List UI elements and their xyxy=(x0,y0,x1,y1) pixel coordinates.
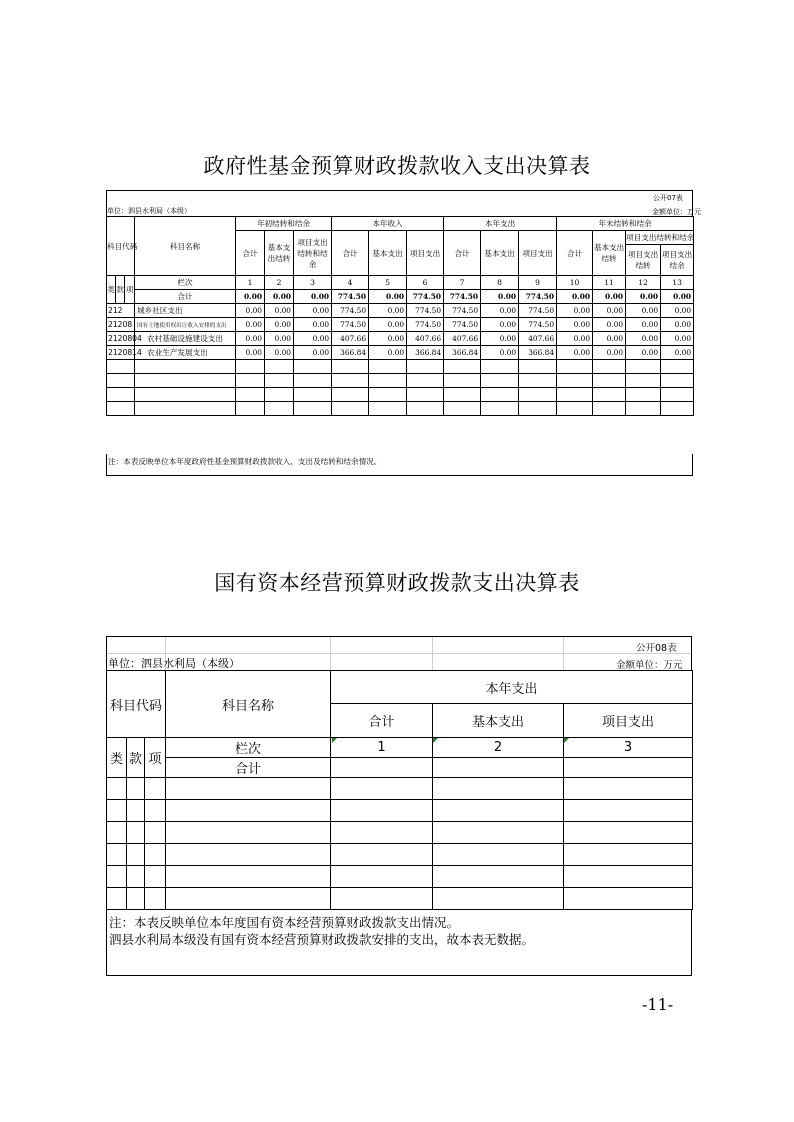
table1-total-cell: 774.50 xyxy=(444,290,481,304)
table1-cell: 0.00 xyxy=(661,346,694,360)
table1-row-code: 2120814 xyxy=(107,346,135,360)
table1-cell: 0.00 xyxy=(626,332,661,346)
table1-total-cell: 0.00 xyxy=(481,290,519,304)
table1-h-total-10: 合计 xyxy=(557,231,593,276)
table2-total-label: 合计 xyxy=(166,758,331,778)
table1-row-name: 农业生产发展支出 xyxy=(135,346,236,360)
table1-header-code: 科目代码 xyxy=(107,217,135,276)
table1-cell: 366.84 xyxy=(332,346,369,360)
table1-colnum: 4 xyxy=(332,276,369,290)
table1-cell: 0.00 xyxy=(593,304,626,318)
table1-header-begin: 年初结转和结余 xyxy=(236,217,332,231)
table1-total-cell: 0.00 xyxy=(661,290,694,304)
table2-h-total: 合计 xyxy=(331,704,433,738)
table1-row-name: 城乡社区支出 xyxy=(135,304,236,318)
table1-h-xiang: 项 xyxy=(125,276,135,304)
table2-header-code: 科目代码 xyxy=(107,671,166,738)
table2-colnum: 3 xyxy=(564,738,693,758)
table1-colnum: 6 xyxy=(407,276,444,290)
table1-cell: 366.84 xyxy=(444,346,481,360)
table1-total-cell: 774.50 xyxy=(519,290,557,304)
table2 xyxy=(106,670,693,910)
table1-cell: 0.00 xyxy=(481,332,519,346)
table1-cell: 774.50 xyxy=(407,304,444,318)
table1-cell: 0.00 xyxy=(369,318,407,332)
table1-h-basic-11: 基本支出结转 xyxy=(593,231,626,276)
table1-cell: 407.66 xyxy=(519,332,557,346)
table1-row-code: 21208 xyxy=(107,318,135,332)
table1-header-expense: 本年支出 xyxy=(444,217,557,231)
table1-total-label: 合计 xyxy=(135,290,236,304)
table1-cell: 0.00 xyxy=(626,304,661,318)
table-row xyxy=(107,304,694,318)
table1-h-proj-remain: 项目支出结余 xyxy=(661,245,694,276)
table1-cell: 0.00 xyxy=(557,304,593,318)
table1-cell: 0.00 xyxy=(481,346,519,360)
table1-cell: 0.00 xyxy=(593,318,626,332)
table1-cell: 0.00 xyxy=(265,318,294,332)
table1-row-code: 212 xyxy=(107,304,135,318)
table1-cell: 774.50 xyxy=(332,318,369,332)
table2-h-project: 项目支出 xyxy=(564,704,693,738)
table1-colnum: 5 xyxy=(369,276,407,290)
table1-colnum: 11 xyxy=(593,276,626,290)
table2-note xyxy=(106,910,692,976)
table1-row-name: 国有土地使用权出让收入安排的支出 xyxy=(135,318,236,332)
table1-unit: 单位：泗县水利局（本级） xyxy=(107,207,191,215)
table1-cell: 407.66 xyxy=(444,332,481,346)
table1-cell: 0.00 xyxy=(236,304,265,318)
table1-cell: 0.00 xyxy=(294,332,332,346)
table2-unit: 单位：泗县水利局（本级） xyxy=(108,657,240,670)
table1-colnum: 2 xyxy=(265,276,294,290)
table2-title: 国有资本经营预算财政拨款支出决算表 xyxy=(214,571,580,595)
table1-row-name: 农村基础设施建设支出 xyxy=(135,332,236,346)
table1-cell: 0.00 xyxy=(626,318,661,332)
table1-h-project-9: 项目支出 xyxy=(519,231,557,276)
page-number: -11- xyxy=(642,995,674,1014)
table1-cell: 0.00 xyxy=(265,346,294,360)
table-row-empty xyxy=(107,360,694,374)
table1-colnum: 13 xyxy=(661,276,694,290)
table1-h-project-group: 项目支出结转和结余 xyxy=(626,231,694,245)
table1-h-proj-carry: 项目支出结转 xyxy=(626,245,661,276)
table-row xyxy=(107,346,694,360)
table2-amount-unit: 金额单位：万元 xyxy=(616,660,683,671)
table1-total-cell: 0.00 xyxy=(557,290,593,304)
grid-line xyxy=(107,653,691,654)
table-row-empty xyxy=(107,778,693,800)
table1-header-income: 本年收入 xyxy=(332,217,444,231)
table2-h-kuan: 款 xyxy=(127,738,145,778)
table1-cell: 0.00 xyxy=(557,318,593,332)
table1-h-project-6: 项目支出 xyxy=(407,231,444,276)
table2-form-no: 公开08表 xyxy=(636,643,677,654)
table1-total-cell: 0.00 xyxy=(593,290,626,304)
table1-total-cell: 0.00 xyxy=(369,290,407,304)
table1-cell: 0.00 xyxy=(294,318,332,332)
table1-cell: 0.00 xyxy=(557,346,593,360)
table1-total-row xyxy=(107,290,694,304)
table1-h-basic-carry: 基本支出结转 xyxy=(265,231,294,276)
table1-total-cell: 0.00 xyxy=(626,290,661,304)
table1-cell: 0.00 xyxy=(369,346,407,360)
table2-colnum: 1 xyxy=(331,738,433,758)
table1-header-frame xyxy=(106,190,693,216)
table1-cell: 0.00 xyxy=(265,332,294,346)
table1-cell: 0.00 xyxy=(369,304,407,318)
table1-cell: 0.00 xyxy=(481,304,519,318)
table1-form-no: 公开07表 xyxy=(653,194,683,202)
table1-h-project-carry: 项目支出结转和结余 xyxy=(294,231,332,276)
table1-cell: 0.00 xyxy=(369,332,407,346)
table1-h-basic-5: 基本支出 xyxy=(369,231,407,276)
table1-colnum: 8 xyxy=(481,276,519,290)
table1-cell: 366.84 xyxy=(519,346,557,360)
table1-cell: 0.00 xyxy=(661,318,694,332)
table1-cell: 407.66 xyxy=(332,332,369,346)
table1-cell: 366.84 xyxy=(407,346,444,360)
table1-cell: 0.00 xyxy=(593,332,626,346)
table2-colnum: 2 xyxy=(433,738,564,758)
table1-h-total-1: 合计 xyxy=(236,231,265,276)
table1-total-cell: 774.50 xyxy=(407,290,444,304)
table1-title: 政府性基金预算财政拨款收入支出决算表 xyxy=(203,154,591,178)
cell-marker-icon xyxy=(564,738,569,743)
table1 xyxy=(106,216,694,416)
table1-total-cell: 774.50 xyxy=(332,290,369,304)
table1-total-cell: 0.00 xyxy=(265,290,294,304)
table-row-empty xyxy=(107,388,694,402)
table1-h-total-7: 合计 xyxy=(444,231,481,276)
table1-cell: 0.00 xyxy=(481,318,519,332)
table1-cell: 774.50 xyxy=(407,318,444,332)
table1-cell: 0.00 xyxy=(661,332,694,346)
table2-h-lei: 类 xyxy=(107,738,127,778)
table2-header-name: 科目名称 xyxy=(166,671,331,738)
table1-cell: 0.00 xyxy=(661,304,694,318)
table1-cell: 0.00 xyxy=(294,304,332,318)
table-row-empty xyxy=(107,374,694,388)
table-row-empty xyxy=(107,866,693,888)
table1-cell: 0.00 xyxy=(294,346,332,360)
table2-h-xiang: 项 xyxy=(145,738,166,778)
table-row-empty xyxy=(107,888,693,910)
table1-colnum: 7 xyxy=(444,276,481,290)
table1-cell: 0.00 xyxy=(236,346,265,360)
table2-h-basic: 基本支出 xyxy=(433,704,564,738)
table1-cell: 774.50 xyxy=(519,318,557,332)
table2-h-lanci: 栏次 xyxy=(166,738,331,758)
table-row xyxy=(107,318,694,332)
table1-cell: 0.00 xyxy=(626,346,661,360)
table1-header-end: 年末结转和结余 xyxy=(557,217,694,231)
table-row-empty xyxy=(107,822,693,844)
table1-cell: 0.00 xyxy=(265,304,294,318)
table1-cell: 0.00 xyxy=(236,318,265,332)
cell-marker-icon xyxy=(332,738,337,743)
table1-note: 注：本表反映单位本年度政府性基金预算财政拨款收入、支出及结转和结余情况。 xyxy=(106,454,693,476)
table1-cell: 774.50 xyxy=(332,304,369,318)
cell-marker-icon xyxy=(433,738,438,743)
table1-colnum: 9 xyxy=(519,276,557,290)
table-row-empty xyxy=(107,844,693,866)
table1-cell: 0.00 xyxy=(236,332,265,346)
table1-total-cell: 0.00 xyxy=(236,290,265,304)
table1-cell: 774.50 xyxy=(519,304,557,318)
table1-amount-unit: 金额单位：万元 xyxy=(652,208,701,216)
table-row-empty xyxy=(107,402,694,416)
table1-header-name: 科目名称 xyxy=(135,217,236,276)
table1-cell: 774.50 xyxy=(444,304,481,318)
table1-total-cell: 0.00 xyxy=(294,290,332,304)
table1-colnum: 1 xyxy=(236,276,265,290)
table1-h-total-4: 合计 xyxy=(332,231,369,276)
table2-note-line1: 注：本表反映单位本年度国有资本经营预算财政拨款支出情况。 xyxy=(109,915,460,930)
table2-header-expense: 本年支出 xyxy=(331,671,693,704)
table1-h-lanci: 栏次 xyxy=(135,276,236,290)
table1-colnum: 10 xyxy=(557,276,593,290)
table-row xyxy=(107,332,694,346)
table1-colnum: 3 xyxy=(294,276,332,290)
table1-row-code: 2120804 xyxy=(107,332,135,346)
table1-h-lei: 类 xyxy=(107,276,116,304)
table1-cell: 407.66 xyxy=(407,332,444,346)
table1-colnum: 12 xyxy=(626,276,661,290)
table1-cell: 0.00 xyxy=(593,346,626,360)
table1-cell: 774.50 xyxy=(444,318,481,332)
table1-h-basic-8: 基本支出 xyxy=(481,231,519,276)
table1-cell: 0.00 xyxy=(557,332,593,346)
table-row-empty xyxy=(107,800,693,822)
table2-total-row xyxy=(107,758,693,778)
table1-h-kuan: 款 xyxy=(116,276,125,304)
table2-note-line2: 泗县水利局本级没有国有资本经营预算财政拨款安排的支出，故本表无数据。 xyxy=(109,932,535,947)
